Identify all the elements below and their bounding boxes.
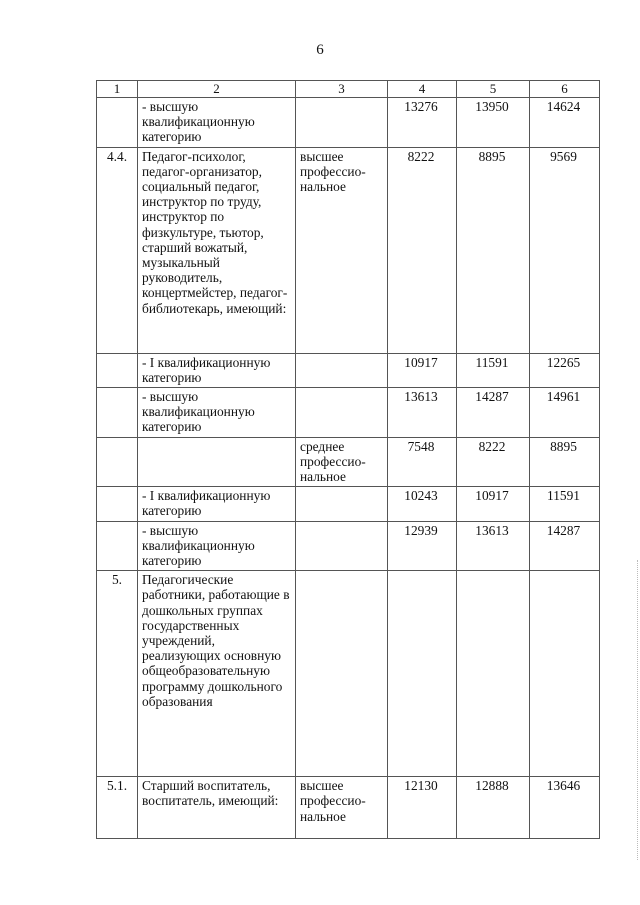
- description-cell: Педагог-психолог, педагог-организатор, социальный педагог, инструктор по труду, инструктор по физкультуре, тьютор, старший вожатый, музыкальный руководитель, концертмейстер, педагог-библиотекарь, имеющий:: [138, 147, 296, 353]
- rate-cell-5: 8222: [457, 437, 530, 487]
- rate-cell-6: 12265: [530, 353, 600, 387]
- rate-cell-6: 14624: [530, 98, 600, 148]
- description-cell: Педагогические работники, работающие в дошкольных группах государственных учреждений, реализующих основную общеобразовательную программу дошкольного образования: [138, 571, 296, 777]
- education-cell: [296, 388, 388, 438]
- table-row: [97, 388, 600, 438]
- rate-cell-4: 10917: [388, 353, 457, 387]
- education-cell: [296, 98, 388, 148]
- num-cell: [97, 437, 138, 487]
- rate-cell-6: 14287: [530, 521, 600, 571]
- education-cell: [296, 571, 388, 777]
- num-cell: 5.1.: [97, 777, 138, 839]
- rate-cell-6: 9569: [530, 147, 600, 353]
- description-cell: Старший воспитатель, воспитатель, имеющий:: [138, 777, 296, 839]
- page-number: 6: [316, 42, 324, 58]
- rate-cell-6: 8895: [530, 437, 600, 487]
- rate-cell-6: 11591: [530, 487, 600, 521]
- table-row: [97, 777, 600, 839]
- rate-cell-5: 12888: [457, 777, 530, 839]
- description-cell: - высшую квалификационную категорию: [138, 521, 296, 571]
- rate-cell-4: 13276: [388, 98, 457, 148]
- rate-cell-5: 13613: [457, 521, 530, 571]
- header-cell: 1: [97, 81, 138, 98]
- education-cell: среднее профессио-нальное: [296, 437, 388, 487]
- num-cell: 4.4.: [97, 147, 138, 353]
- num-cell: 5.: [97, 571, 138, 777]
- header-cell: 4: [388, 81, 457, 98]
- salary-table: [96, 80, 600, 839]
- table-row: [97, 487, 600, 521]
- rate-cell-4: 7548: [388, 437, 457, 487]
- description-cell: [138, 437, 296, 487]
- rate-cell-5: [457, 571, 530, 777]
- table-row: [97, 521, 600, 571]
- num-cell: [97, 98, 138, 148]
- description-cell: - высшую квалификационную категорию: [138, 98, 296, 148]
- table-row: [97, 147, 600, 353]
- num-cell: [97, 388, 138, 438]
- scan-edge-shadow: [636, 560, 638, 860]
- rate-cell-4: 8222: [388, 147, 457, 353]
- description-cell: - высшую квалификационную категорию: [138, 388, 296, 438]
- rate-cell-5: 14287: [457, 388, 530, 438]
- description-cell: - I квалификационную категорию: [138, 353, 296, 387]
- num-cell: [97, 521, 138, 571]
- rate-cell-6: [530, 571, 600, 777]
- description-cell: - I квалификационную категорию: [138, 487, 296, 521]
- education-cell: [296, 353, 388, 387]
- education-cell: [296, 487, 388, 521]
- education-cell: [296, 521, 388, 571]
- rate-cell-4: 12130: [388, 777, 457, 839]
- header-cell: 3: [296, 81, 388, 98]
- rate-cell-6: 13646: [530, 777, 600, 839]
- rate-cell-4: 10243: [388, 487, 457, 521]
- table-row: [97, 437, 600, 487]
- header-cell: 6: [530, 81, 600, 98]
- rate-cell-4: 12939: [388, 521, 457, 571]
- table-body: [97, 98, 600, 839]
- education-cell: высшее профессио-нальное: [296, 147, 388, 353]
- table-row: [97, 353, 600, 387]
- num-cell: [97, 353, 138, 387]
- table-row: [97, 571, 600, 777]
- education-cell: высшее профессио-нальное: [296, 777, 388, 839]
- rate-cell-5: 8895: [457, 147, 530, 353]
- table-header-row: [97, 81, 600, 98]
- rate-cell-4: 13613: [388, 388, 457, 438]
- table-row: [97, 98, 600, 148]
- rate-cell-5: 13950: [457, 98, 530, 148]
- num-cell: [97, 487, 138, 521]
- rate-cell-4: [388, 571, 457, 777]
- rate-cell-5: 11591: [457, 353, 530, 387]
- rate-cell-6: 14961: [530, 388, 600, 438]
- header-cell: 2: [138, 81, 296, 98]
- header-cell: 5: [457, 81, 530, 98]
- rate-cell-5: 10917: [457, 487, 530, 521]
